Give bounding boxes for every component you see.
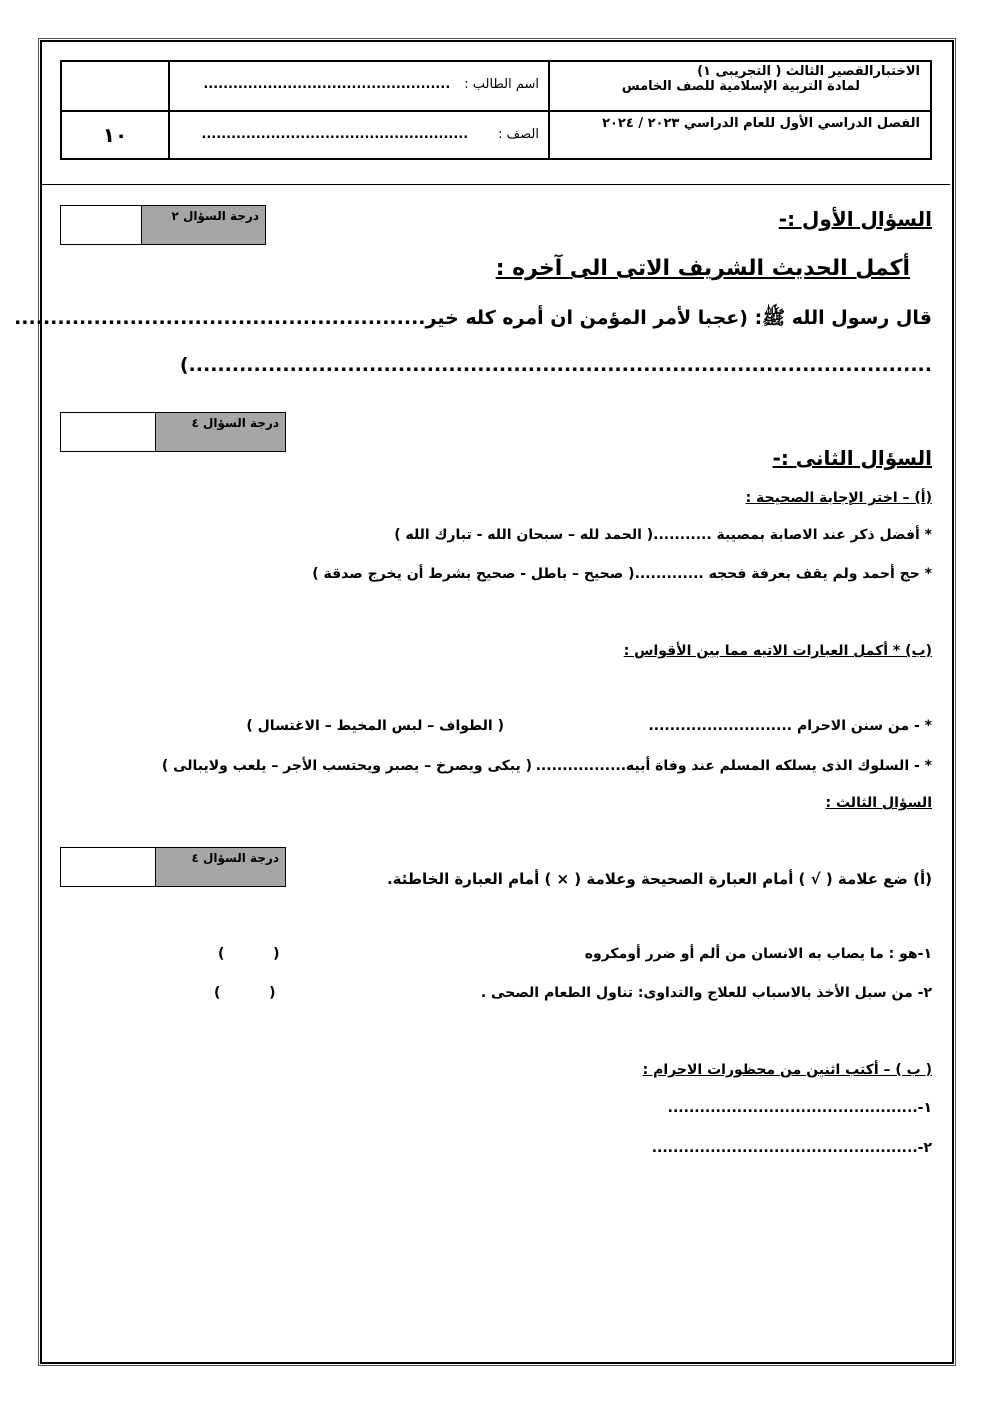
q3-a-item-2-bracket[interactable]: ( ) [214, 985, 276, 1001]
q2-score-value[interactable] [61, 413, 155, 451]
q2-a-item-2[interactable]: * حج أحمد ولم يقف بعرفة فحجه .............( صحيح – باطل - صحيح بشرط أن يخرج صدقة ) [312, 566, 932, 582]
q2-title: السؤال الثانى :- [772, 446, 932, 470]
q3-b-line-2[interactable]: ٢-.................................................. [651, 1140, 932, 1156]
q2-b-item-1-text[interactable]: * - من سنن الاحرام ........................... [648, 718, 932, 734]
q1-score-label: درجة السؤال ٢ [141, 206, 265, 244]
q2-part-a-title: (أ) – اختر الإجابة الصحيحة : [745, 490, 932, 506]
exam-title: الاختبارالقصير الثالث ( التجريبى ١) [697, 64, 920, 79]
class-label: الصف : [498, 127, 539, 142]
semester-cell [549, 111, 931, 159]
q1-hadith-line1[interactable]: قال رسول الله ﷺ: (عجبا لأمر المؤمن ان أمره كله خير......................................................... [14, 307, 932, 329]
q3-a-item-1-text: ١-هو : ما يصاب به الانسان من ألم أو ضرر أومكروه [584, 946, 932, 962]
q3-part-a-title: (أ) ضع علامة ( √ ) أمام العبارة الصحيحة وعلامة ( × ) أمام العبارة الخاطئة. [386, 870, 932, 888]
student-name-dots[interactable]: .................................................. [203, 77, 451, 92]
q2-part-b-title: (ب) * أكمل العبارات الاتيه مما بين الأقواس : [623, 643, 932, 659]
q2-a-item-1[interactable]: * أفضل ذكر عند الاصابة بمصيبة ...........( الحمد لله – سبحان الله - تبارك الله ) [394, 527, 932, 543]
q2-b-item-2-text[interactable]: * - السلوك الذى يسلكه المسلم عند وفاة أبيه................. [535, 758, 932, 774]
header-blank-cell [61, 61, 169, 111]
class-cell[interactable] [169, 111, 549, 159]
subject-line: لمادة التربية الإسلامية للصف الخامس [621, 79, 860, 94]
q3-score-value[interactable] [61, 848, 155, 886]
q1-title: السؤال الأول :- [778, 207, 932, 231]
q1-instruction: أكمل الحديث الشريف الاتى الى آخره : [495, 256, 910, 281]
q3-title: السؤال الثالث : [825, 795, 932, 811]
header-divider [42, 184, 950, 185]
header-table [60, 60, 932, 160]
exam-title-cell [549, 61, 931, 111]
q2-score-label: درجة السؤال ٤ [155, 413, 285, 451]
class-dots[interactable]: ...................................................... [201, 127, 469, 142]
total-mark: ١٠ [61, 111, 169, 159]
q3-score-box [60, 847, 286, 887]
q3-b-line-1[interactable]: ١-............................................... [667, 1100, 932, 1116]
q3-a-item-2-text: ٢- من سبل الأخذ بالاسباب للعلاج والتداوى: تناول الطعام الصحى . [480, 985, 932, 1001]
student-name-label: اسم الطالب : [464, 77, 539, 92]
q2-b-item-2-options: ( يبكى ويصرخ – يصبر ويحتسب الأجر – يلعب ولايبالى ) [161, 758, 532, 774]
q3-score-label: درجة السؤال ٤ [155, 848, 285, 886]
student-name-cell[interactable] [169, 61, 549, 111]
q2-score-box [60, 412, 286, 452]
q3-part-b-title: ( ب ) – أكتب اثنين من محظورات الاحرام : [642, 1062, 932, 1078]
q1-score-value[interactable] [61, 206, 141, 244]
q1-hadith-line2[interactable]: .......................................................................................................) [179, 354, 932, 376]
q2-b-item-1-options: ( الطواف – لبس المخيط – الاغتسال ) [246, 718, 504, 734]
q3-a-item-1-bracket[interactable]: ( ) [218, 946, 280, 962]
semester-line: الفصل الدراسي الأول للعام الدراسي ٢٠٢٣ / ٢٠٢٤ [602, 116, 920, 131]
q1-score-box [60, 205, 266, 245]
